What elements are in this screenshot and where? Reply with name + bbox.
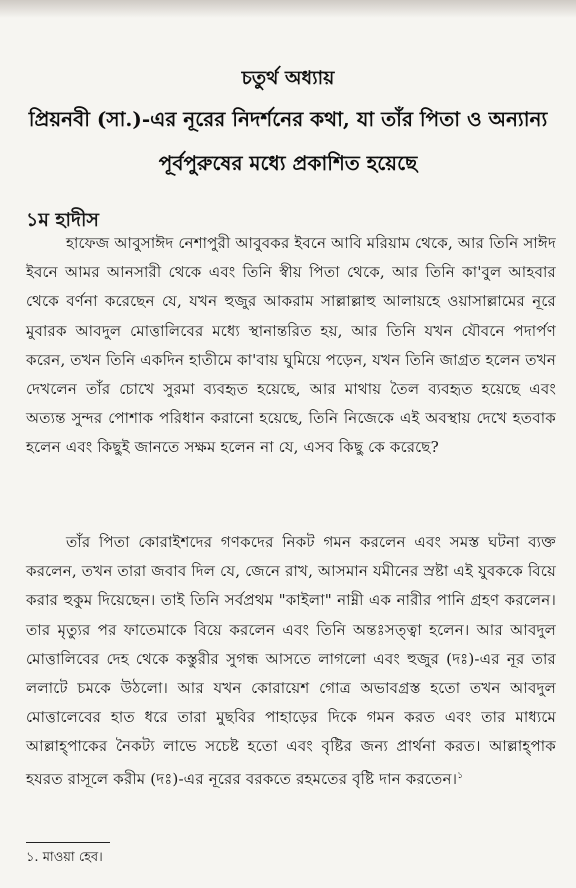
body-paragraph-2 xyxy=(26,528,556,794)
body-paragraph-1: হাফেজ আবুসাঈদ নেশাপুরী আবুবকর ইবনে আবি মরিয়াম থেকে, আর তিনি সাঈদ ইবনে আমর আনসারী থেকে এবং তিনি স্বীয় পিতা থেকে, আর তিনি কা'বুল আহবার থেকে বর্ণনা করেছেন যে, যখন হুজুর আকরাম সাল্লাল্লাহু আলায়হে ওয়াসাল্লামের নূরে মুবারক আবদুল মোত্তালিবের মধ্যে স্থানান্তরিত হয়, আর তিনি যখন যৌবনে পদার্পণ করেন, তখন তিনি একদিন হাতীমে কা'বায় ঘুমিয়ে পড়েন, যখন তিনি জাগ্রত হলেন তখন দেখলেন তাঁর চোখে সুরমা ব্যবহৃত হয়েছে, আর মাথায় তৈল ব্যবহৃত হয়েছে এবং অত্যন্ত সুন্দর পোশাক পরিধান করানো হয়েছে, তিনি নিজেকে এই অবস্থায় দেখে হতবাক হলেন এবং কিছুই জানতে সক্ষম হলেন না যে, এসব কিছু কে করেছে? xyxy=(26,234,556,457)
chapter-heading: চতুর্থ অধ্যায় xyxy=(241,67,335,89)
page-top-edge xyxy=(0,0,576,18)
chapter-title-line-2: পূর্বপুরুষের মধ্যে প্রকাশিত হয়েছে xyxy=(158,151,418,175)
footnote-marker: ১ xyxy=(457,770,464,781)
footnote-divider xyxy=(26,842,110,843)
chapter-title xyxy=(28,97,548,185)
footnote: ১. মাওয়া হেব। xyxy=(26,850,103,865)
hadith-heading: ১ম হাদীস xyxy=(26,209,99,231)
chapter-title-line-1: প্রিয়নবী (সা.)-এর নূরের নিদর্শনের কথা, যা তাঁর পিতা ও অন্যান্য xyxy=(28,107,548,131)
body-paragraph-2-text: তাঁর পিতা কোরাইশদের গণকদের নিকট গমন করলেন এবং সমস্ত ঘটনা ব্যক্ত করলেন, তখন তারা জবাব দিল যে, জেনে রাখ, আসমান যমীনের স্রষ্টা এই যুবককে বিয়ে করার হুকুম দিয়েছেন। তাই তিনি সর্বপ্রথম "কাইলা" নাম্নী এক নারীর পানি গ্রহণ করলেন। তার মৃত্যুর পর ফাতেমাকে বিয়ে করলেন এবং তিনি অন্তঃসত্ত্বা হলেন। আর আবদুল মোত্তালিবের দেহ থেকে কস্তুরীর সুগন্ধ আসতে লাগলো এবং হুজুর (দঃ)-এর নূর তার ললাটে চমকে উঠলো। আর যখন কোরায়েশ গোত্র অভাবগ্রস্ত হতো তখন আবদুল মোত্তালেবের হাত ধরে তারা মুছবির পাহাড়ের দিকে গমন করত এবং তার মাধ্যমে আল্লাহ্পাকের নৈকট্য লাভে সচেষ্ট হতো এবং বৃষ্টির জন্য প্রার্থনা করত। আল্লাহ্পাক হযরত রাসূলে করীম (দঃ)-এর নূরের বরকতে রহমতের বৃষ্টি দান করতেন। xyxy=(26,533,556,788)
